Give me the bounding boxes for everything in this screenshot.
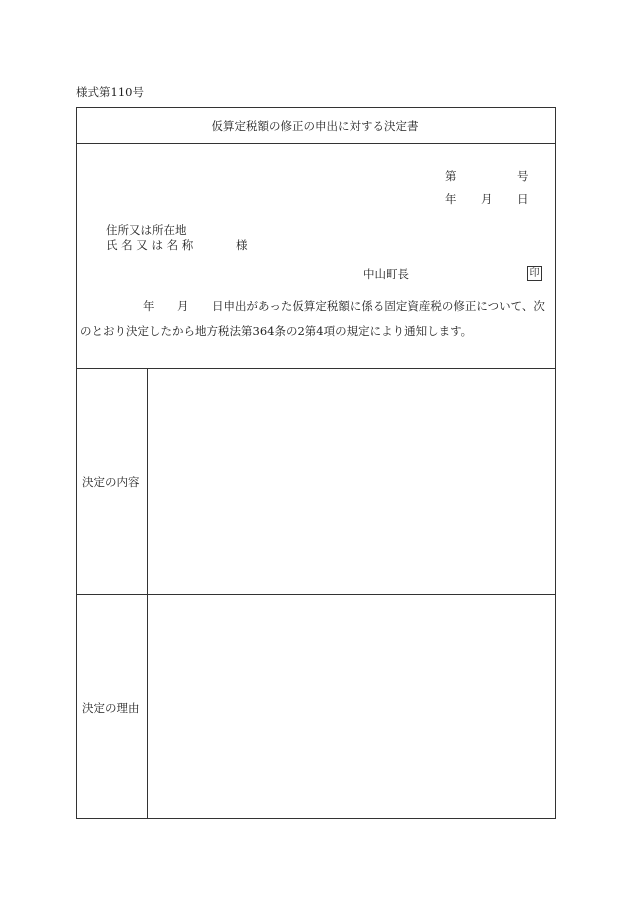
document-number-prefix: 第 (445, 169, 457, 183)
decision-reason-label: 決定の理由 (82, 701, 140, 715)
recipient-honorific: 様 (236, 238, 248, 252)
recipient-address-label: 住所又は所在地 (106, 223, 187, 237)
decision-form (76, 107, 556, 819)
recipient-name-label: 氏 名 又 は 名 称 (106, 238, 194, 252)
document-number-suffix: 号 (517, 169, 529, 183)
decision-content-label: 決定の内容 (82, 475, 140, 489)
title-divider (77, 143, 555, 144)
section-divider (77, 594, 555, 595)
form-number: 様式第110号 (76, 85, 144, 99)
label-column-divider (147, 368, 148, 818)
document-title: 仮算定税額の修正の申出に対する決定書 (211, 119, 419, 133)
date-month: 月 (481, 192, 493, 206)
body-line-2: のとおり決定したから地方税法第364条の2第4項の規定により通知します。 (80, 324, 473, 338)
body-year: 年 (143, 299, 155, 313)
issuer-name: 中山町長 (363, 267, 409, 281)
date-day: 日 (517, 192, 529, 206)
body-month: 月 (177, 299, 189, 313)
body-line-1: 日申出があった仮算定税額に係る固定資産税の修正について、次 (212, 299, 545, 313)
header-divider (77, 368, 555, 369)
seal-mark: 印 (527, 266, 542, 281)
date-year: 年 (445, 192, 457, 206)
